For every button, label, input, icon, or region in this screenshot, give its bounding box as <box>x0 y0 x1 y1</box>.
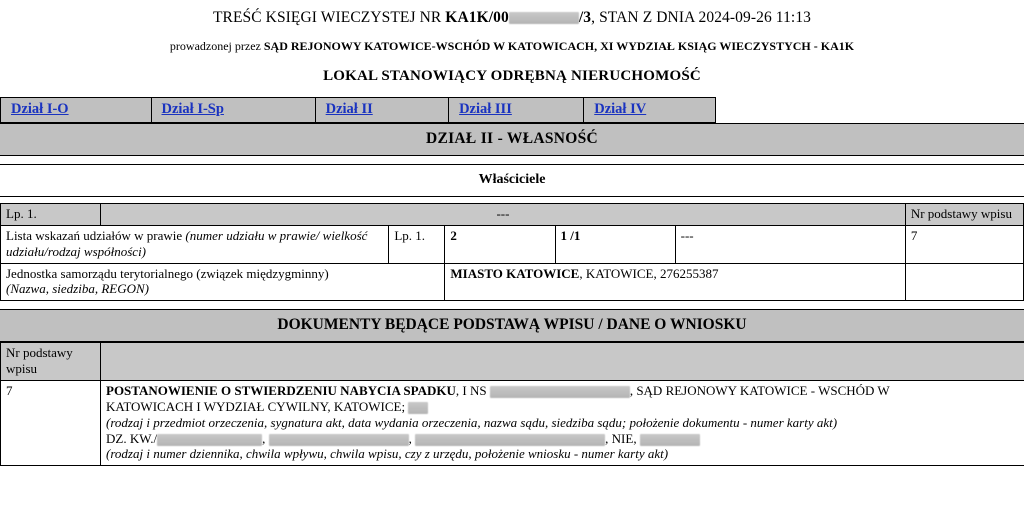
owners-entity-name: MIASTO KATOWICE <box>450 265 580 281</box>
table-row <box>1 263 1024 301</box>
spacer-after-section-title <box>0 156 1024 164</box>
documents-col-header-blank <box>101 343 1024 381</box>
owners-table <box>0 203 1024 301</box>
owners-entity-nr-podstawy <box>905 263 1023 301</box>
documents-sep-3: , NIE, <box>605 430 637 446</box>
documents-dz-kw-redaction <box>157 434 262 446</box>
kw-number-suffix: /3 <box>578 9 592 26</box>
documents-time-redaction-1 <box>269 434 409 446</box>
documents-karta-redaction <box>640 434 700 446</box>
owners-share-label-italic: (numer udziału w prawie/ wielkość udziału/rodzaj współności) <box>6 227 368 259</box>
court-line <box>0 27 1024 54</box>
documents-dz-kw-prefix: DZ. KW./ <box>106 430 158 446</box>
tab-dzial-1-sp[interactable]: Dział I-Sp <box>152 98 316 122</box>
spacer-before-documents <box>0 301 1024 309</box>
documents-note-2: (rodzaj i numer dziennika, chwila wpływu, chwila wpisu, czy z urzędu, położenie wniosku - numer karty akt) <box>106 446 669 462</box>
owners-share-number: 2 <box>445 225 555 263</box>
documents-case-redaction <box>490 386 630 398</box>
owners-entity-label-italic: (Nazwa, siedziba, REGON) <box>6 281 149 297</box>
documents-time-redaction-2 <box>415 434 605 446</box>
documents-court-text-2: KATOWICACH I WYDZIAŁ CYWILNY, KATOWICE; <box>106 398 406 414</box>
owners-lp-cell: Lp. 1. <box>1 204 101 226</box>
documents-decision-type: POSTANOWIENIE O STWIERDZENIU NABYCIA SPADKU <box>106 383 456 399</box>
section-title-dzial-2: DZIAŁ II - WŁASNOŚĆ <box>0 123 1024 156</box>
owners-share-lp: Lp. 1. <box>389 225 445 263</box>
owners-share-label-plain: Lista wskazań udziałów w prawie <box>6 227 186 243</box>
documents-sep-1: , <box>262 430 266 446</box>
section-tabs[interactable] <box>0 97 716 123</box>
owners-entity-details: , KATOWICE, 276255387 <box>579 265 719 281</box>
owners-entity-value <box>445 263 905 301</box>
owners-share-type: --- <box>675 225 905 263</box>
table-row <box>1 225 1024 263</box>
header-title-suffix: , STAN Z DNIA 2024-09-26 11:13 <box>591 9 812 26</box>
documents-line-3 <box>106 431 1019 447</box>
tab-dzial-2[interactable]: Dział II <box>316 98 449 122</box>
kw-number-redaction <box>509 12 579 24</box>
property-type-title: LOKAL STANOWIĄCY ODRĘBNĄ NIERUCHOMOŚĆ <box>323 68 701 84</box>
documents-row-content <box>101 381 1024 466</box>
documents-row-nr: 7 <box>1 381 101 466</box>
documents-band-title: DOKUMENTY BĘDĄCE PODSTAWĄ WPISU / DANE O WNIOSKU <box>0 309 1024 342</box>
owners-share-size: 1 /1 <box>555 225 675 263</box>
tab-dzial-1-o[interactable]: Dział I-O <box>1 98 152 122</box>
documents-col-header: Nr podstawy wpisu <box>1 343 101 381</box>
table-row <box>1 204 1024 226</box>
court-name: SĄD REJONOWY KATOWICE-WSCHÓD W KATOWICACH, XI WYDZIAŁ KSIĄG WIECZYSTYCH - KA1K <box>263 39 855 53</box>
documents-table <box>0 342 1024 466</box>
document-header-title <box>0 0 1024 27</box>
owners-share-nr-podstawy: 7 <box>905 225 1023 263</box>
tab-dzial-4[interactable]: Dział IV <box>584 98 715 122</box>
owners-nr-podstawy-header: Nr podstawy wpisu <box>905 204 1023 226</box>
table-row <box>1 343 1024 381</box>
tab-dzial-3[interactable]: Dział III <box>449 98 584 122</box>
owners-entity-label-plain: Jednostka samorządu terytorialnego (związek międzygminny) <box>6 265 329 281</box>
owners-share-label <box>1 225 389 263</box>
documents-date-redaction <box>408 402 428 414</box>
table-row <box>1 381 1024 466</box>
documents-sep-2: , <box>408 430 412 446</box>
documents-line-1 <box>106 383 1019 399</box>
court-line-prefix: prowadzonej przez <box>169 39 264 53</box>
documents-case-prefix: , I NS <box>455 383 490 399</box>
documents-court-text: , SĄD REJONOWY KATOWICE - WSCHÓD W <box>629 383 890 399</box>
documents-note-1: (rodzaj i przedmiot orzeczenia, sygnatura akt, data wydania orzeczenia, nazwa sądu, siedziba sądu; położenie dokumentu - numer karty akt) <box>106 414 838 430</box>
kw-number-prefix: KA1K/00 <box>445 9 509 26</box>
header-title-prefix: TREŚĆ KSIĘGI WIECZYSTEJ NR <box>212 9 446 26</box>
owners-dash-cell: --- <box>101 204 906 226</box>
documents-line-2 <box>106 399 1019 415</box>
owners-entity-label <box>1 263 445 301</box>
owners-heading: Właściciele <box>0 164 1024 197</box>
